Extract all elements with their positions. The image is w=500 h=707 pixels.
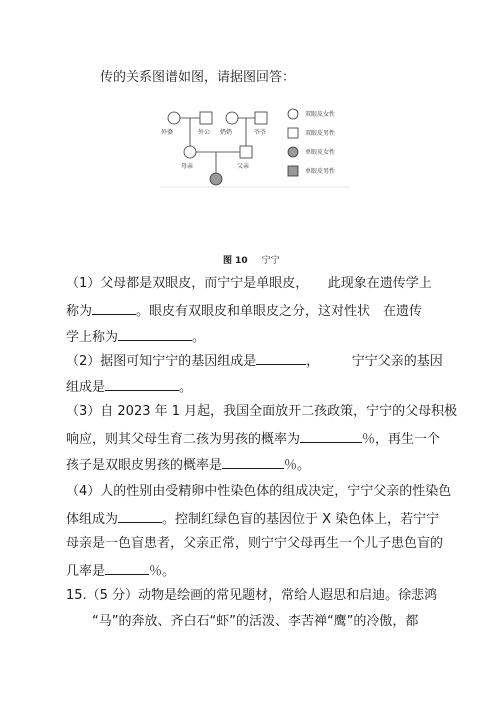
intro-text: 传的关系图谱如图，请据图回答：: [100, 70, 296, 85]
text-segment: 。: [179, 380, 193, 395]
question-3-line-1: [66, 404, 457, 420]
question-1-line-1: [66, 276, 432, 292]
label-mother: 母亲: [181, 163, 194, 170]
question-3-line-2: [66, 430, 440, 448]
text-segment: ％。: [284, 458, 311, 473]
text-segment: （1）父母都是双眼皮，而宁宁是单眼皮， 此现象在遗传学上: [66, 276, 432, 291]
label-grandmother: 外婆: [161, 129, 174, 136]
grandmother-symbol: [168, 112, 180, 124]
question-1-line-2: [66, 302, 422, 320]
father-symbol: [240, 146, 252, 158]
question-15-line-1: [66, 588, 437, 604]
text-segment: 。: [192, 330, 206, 345]
question-2-line-1: [66, 352, 443, 370]
text-segment: 响应，则其父母生育二孩为男孩的概率为: [66, 432, 301, 447]
text-segment: 孩子是双眼皮男孩的概率是: [66, 458, 223, 473]
question-3-line-3: [66, 456, 310, 474]
text-segment: ％，再生一个: [362, 432, 441, 447]
text-segment: 15.（5 分）动物是绘画的常见题材，常给人遐思和启迪。徐悲鸿: [66, 588, 438, 603]
text-segment: “马”的奔放、齐白石“虾”的活泼、李苦禅“鹰”的冷傲，都: [92, 614, 419, 629]
text-segment: 体组成为: [66, 512, 119, 527]
question-4-line-4: [66, 562, 175, 580]
grandma-symbol: [226, 112, 238, 124]
figure-number: 图 10: [223, 256, 248, 266]
text-segment: 学上称为: [66, 330, 119, 345]
question-4-line-3: [66, 536, 443, 552]
legend-male-double-symbol: [288, 128, 298, 138]
question-4-line-2: [66, 510, 439, 528]
legend-female-single-symbol: [288, 147, 298, 157]
text-segment: 。眼皮有双眼皮和单眼皮之分，这对性状 在遗传: [136, 304, 423, 319]
question-1-line-3: [66, 328, 205, 346]
question-2-line-2: [66, 378, 192, 396]
figure-name: 宁宁: [261, 256, 280, 266]
pedigree-figure: [160, 100, 350, 192]
legend-male-single-symbol: [288, 166, 298, 176]
answer-blank[interactable]: [118, 510, 162, 523]
question-15-line-2: [92, 614, 418, 630]
legend-female-double: 双眼皮女性: [305, 111, 336, 118]
answer-blank[interactable]: [92, 302, 136, 315]
text-segment: 称为: [66, 304, 93, 319]
label-grandma: 奶奶: [220, 129, 233, 136]
text-segment: 几率是: [66, 564, 106, 579]
text-segment: ， 宁宁父亲的基因: [306, 354, 443, 369]
legend-female-double-symbol: [288, 109, 298, 119]
text-segment: （4）人的性别由受精卵中性染色体的组成决定，宁宁父亲的性染色: [66, 484, 452, 499]
child-symbol: [210, 173, 222, 185]
text-segment: （3）自 2023 年 1 月起，我国全面放开二孩政策，宁宁的父母积极: [66, 404, 458, 419]
answer-blank[interactable]: [118, 328, 192, 341]
answer-blank[interactable]: [300, 430, 362, 443]
label-father: 父亲: [237, 163, 250, 170]
grandfather-symbol: [200, 112, 212, 124]
grandpa-symbol: [255, 112, 267, 124]
legend-female-single: 单眼皮女性: [305, 149, 336, 156]
text-segment: 。控制红绿色盲的基因位于 X 染色体上，若宁宁: [162, 512, 440, 527]
answer-blank[interactable]: [222, 456, 284, 469]
legend-male-double: 双眼皮男性: [305, 130, 336, 137]
text-segment: 母亲是一色盲患者，父亲正常，则宁宁父母再生一个儿子患色盲的: [66, 536, 444, 551]
answer-blank[interactable]: [256, 352, 306, 365]
mother-symbol: [184, 146, 196, 158]
text-segment: ％。: [149, 564, 176, 579]
label-grandfather: 外公: [198, 129, 211, 136]
text-segment: （2）据图可知宁宁的基因组成是: [66, 354, 257, 369]
question-4-line-1: [66, 484, 451, 500]
label-grandpa: 爷爷: [254, 129, 267, 136]
legend-male-single: 单眼皮男性: [305, 168, 336, 175]
answer-blank[interactable]: [105, 378, 179, 391]
text-segment: 组成是: [66, 380, 106, 395]
figure-caption: [223, 253, 280, 266]
answer-blank[interactable]: [105, 562, 149, 575]
